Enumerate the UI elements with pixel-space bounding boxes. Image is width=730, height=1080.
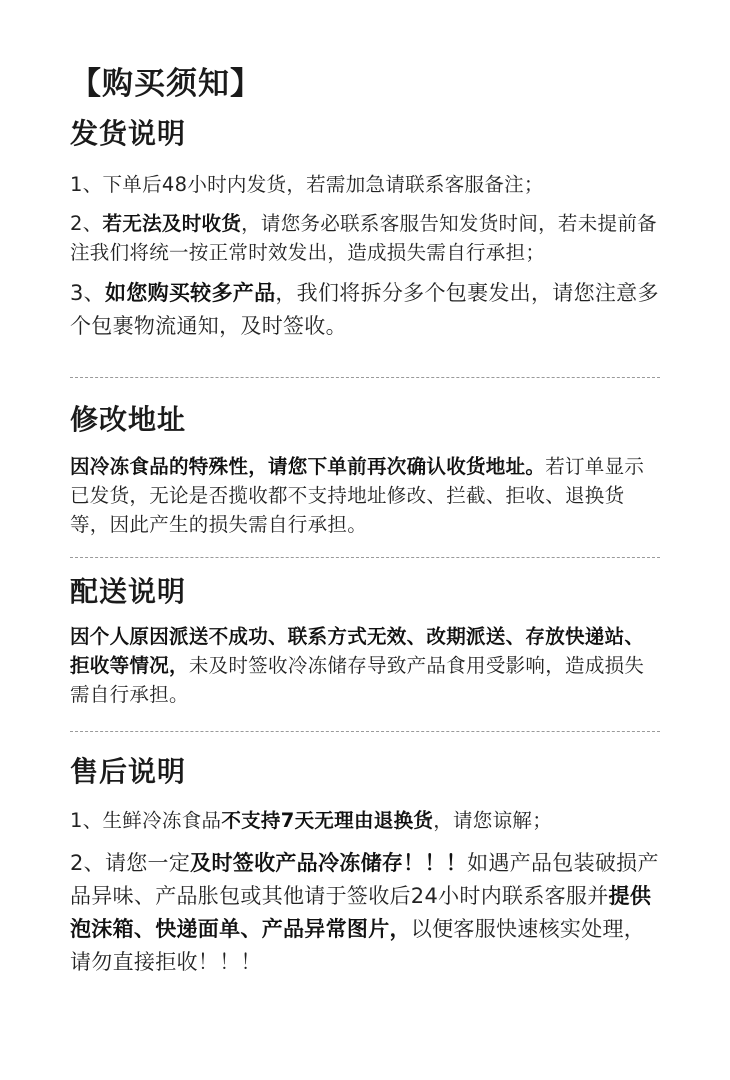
aftersales-item-2-mid: 如遇产品包装破损产品异味、产品胀包或其他请于签收后24小时内联系客服并: [70, 851, 659, 908]
shipping-item-3: [70, 277, 660, 343]
delivery-item: [70, 622, 660, 709]
page-title: 【购买须知】: [70, 66, 262, 102]
divider: [70, 377, 660, 378]
shipping-item-1: 1、下单后48小时内发货，若需加急请联系客服备注；: [70, 173, 544, 196]
notice-page: [70, 60, 660, 979]
section-heading-aftersales: 售后说明: [70, 755, 187, 788]
aftersales-item-2-emphasis-2: 提供泡沫箱、快递面单、产品异常图片，: [70, 884, 652, 941]
aftersales-item-2-prefix: 2、请您一定: [70, 851, 191, 875]
shipping-item-2: [70, 209, 660, 267]
delivery-item-rest: 未及时签收冷冻储存导致产品食用受影响，造成损失需自行承担。: [70, 654, 645, 706]
shipping-item-2-prefix: 2、: [70, 212, 103, 235]
aftersales-item-2-rest: 以便客服快速核实处理，请勿直接拒收！！！: [70, 917, 646, 974]
shipping-item-3-prefix: 3、: [70, 281, 105, 305]
delivery-item-emphasis: 因个人原因派送不成功、联系方式无效、改期派送、存放快递站、拒收等情况，: [70, 625, 645, 677]
aftersales-item-1-rest: ，请您谅解；: [433, 809, 552, 832]
aftersales-item-1-emphasis: 不支持7天无理由退换货: [221, 809, 434, 832]
address-item: [70, 452, 660, 539]
divider: [70, 557, 660, 558]
aftersales-item-2-emphasis: 及时签收产品冷冻储存！！！: [190, 851, 468, 875]
divider: [70, 731, 660, 732]
address-item-rest: 若订单显示已发货，无论是否揽收都不支持地址修改、拦截、拒收、退换货等，因此产生的损失需自行承担。: [70, 455, 645, 536]
section-heading-delivery: 配送说明: [70, 575, 187, 608]
shipping-item-2-rest: ，请您务必联系客服告知发货时间，若未提前备注我们将统一按正常时效发出，造成损失需自行承担；: [70, 212, 657, 264]
aftersales-item-1: [70, 806, 660, 835]
address-item-emphasis: 因冷冻食品的特殊性，请您下单前再次确认收货地址。: [70, 455, 546, 478]
aftersales-item-1-prefix: 1、生鲜冷冻食品: [70, 809, 222, 832]
shipping-item-3-rest: ，我们将拆分多个包裹发出，请您注意多个包裹物流通知，及时签收。: [70, 281, 659, 338]
shipping-item-2-emphasis: 若无法及时收货: [102, 212, 242, 235]
aftersales-item-2: [70, 847, 660, 979]
shipping-item-3-emphasis: 如您购买较多产品: [104, 281, 276, 305]
section-heading-address: 修改地址: [70, 403, 187, 436]
section-heading-shipping: 发货说明: [70, 117, 187, 150]
